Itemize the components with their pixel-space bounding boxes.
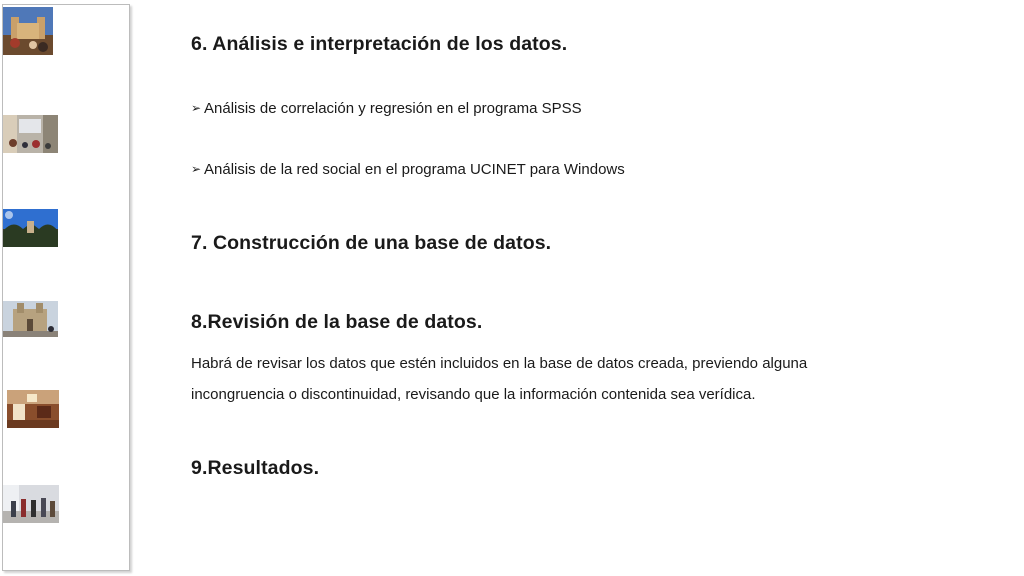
arrow-bullet-icon: ➢ <box>191 101 202 115</box>
bullet-spss <box>191 100 582 117</box>
paragraph-line: incongruencia o discontinuidad, revisando que la información contenida sea verídica. <box>191 386 756 403</box>
heading-database-construction: 7. Construcción de una base de datos. <box>191 232 552 254</box>
arrow-bullet-icon: ➢ <box>191 162 202 176</box>
photo-sidebar <box>2 4 130 571</box>
bullet-ucinet <box>191 161 625 178</box>
interior-room-photo <box>7 390 59 428</box>
street-market-photo <box>3 115 58 153</box>
review-paragraph <box>191 348 891 410</box>
paragraph-line: Habrá de revisar los datos que estén incluidos en la base de datos creada, previendo alguna <box>191 355 808 372</box>
bullet-spss-text: Análisis de correlación y regresión en el programa SPSS <box>204 100 582 117</box>
plaza-sky-photo <box>3 209 58 247</box>
church-facade-photo <box>3 301 58 337</box>
heading-analysis: 6. Análisis e interpretación de los datos. <box>191 33 568 55</box>
bullet-ucinet-text: Análisis de la red social en el programa UCINET para Windows <box>204 161 625 178</box>
heading-results: 9.Resultados. <box>191 457 320 479</box>
heading-database-review: 8.Revisión de la base de datos. <box>191 311 483 333</box>
cathedral-photo <box>3 7 53 55</box>
procession-photo <box>3 485 59 523</box>
